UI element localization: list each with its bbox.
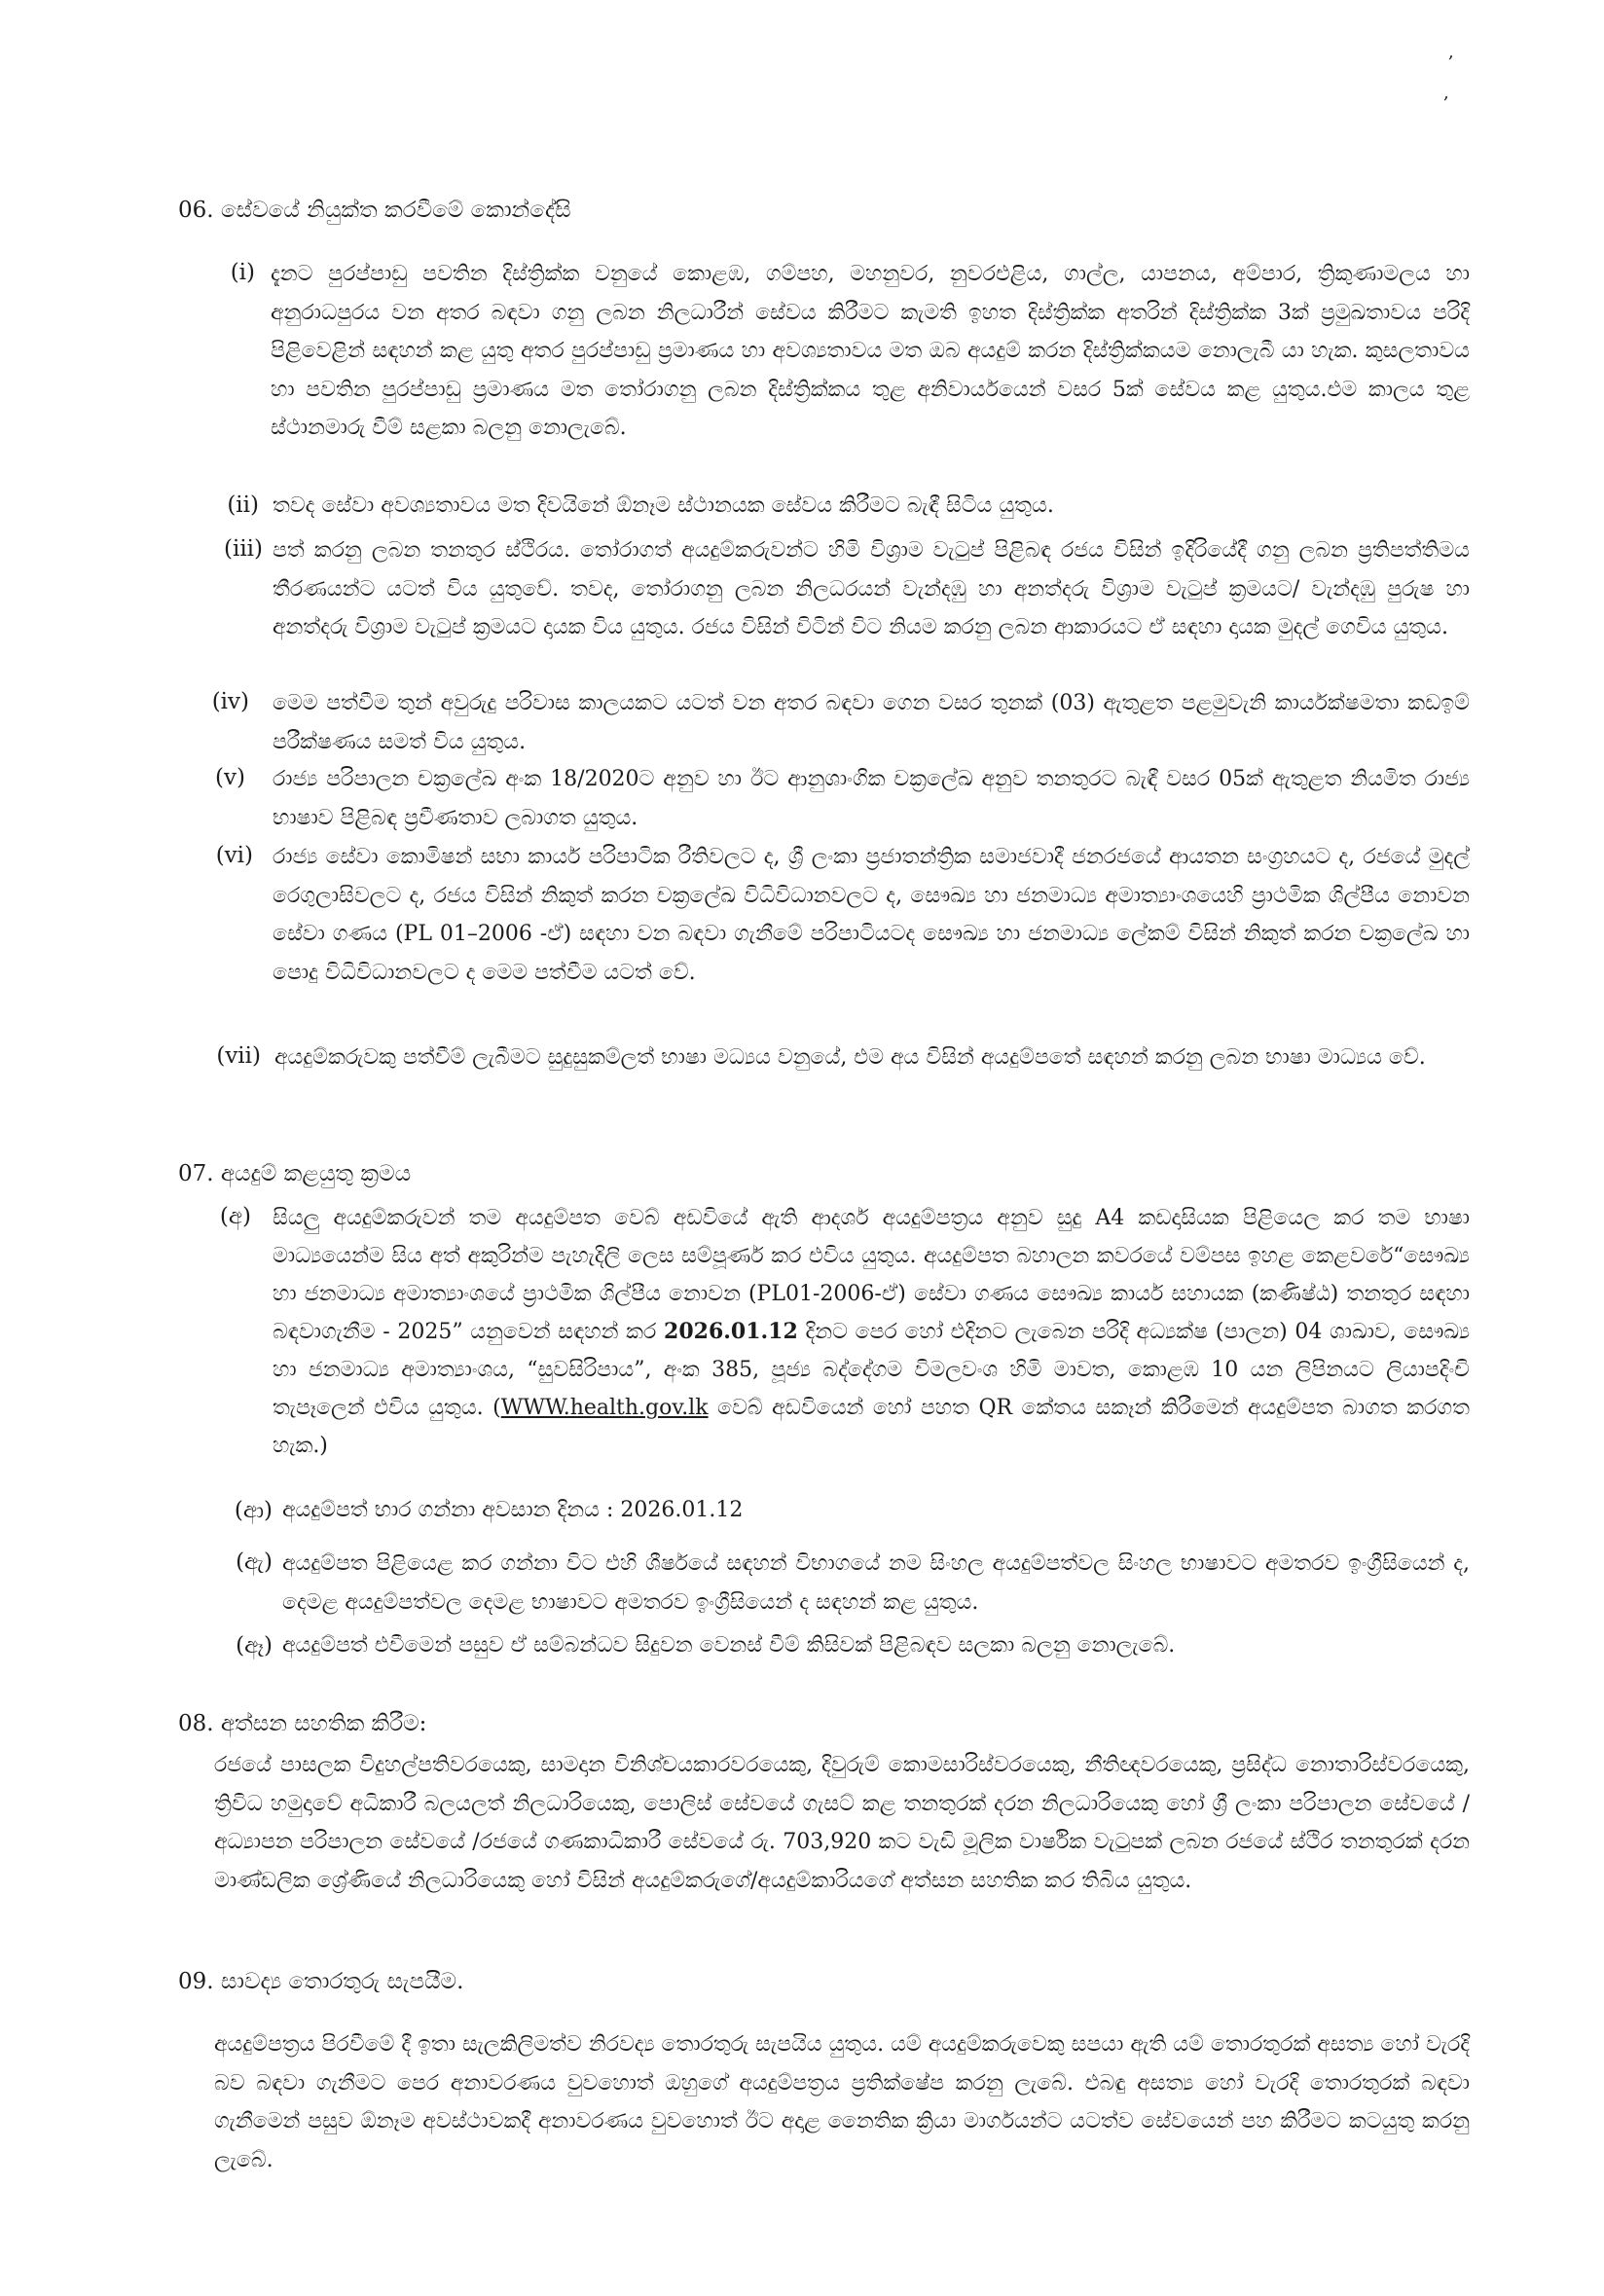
section-07-item-ae: අයදුම්පත පිළියෙළ කර ගන්නා විට එහි ශීර්ෂයේ සඳහන් විභාගයේ නම සිංහල අයදුම්පත්වල සිංහල භාෂාවට අමතරව ඉංග්‍රීසියෙන් ද, දෙමළ අයදුම්පත්වල දෙමළ භාෂාවට අමතරව ඉංග්‍රීසියෙන් ද සඳහන් කළ යුතුය. bbox=[282, 1551, 1470, 1615]
section-06-item-i: දැනට පුරප්පාඩු පවතින දිස්ත්‍රික්ක වනුයේ කොළඹ, ගම්පහ, මහනුවර, නුවරඑළිය, ගාල්ල, යාපනය, අම්පාර, ත්‍රිකුණාමලය හා අනුරාධපුරය වන අතර බඳවා ගනු ලබන නිලධාරීන් සේවය කිරීමට කැමති ඉහත දිස්ත්‍රික්ක අතරින් දිස්ත්‍රික්ක 3ක් ප්‍රමුඛතාවය පරිදි පිළිවෙළින් සඳහන් කළ යුතු අතර පුරප්පාඩු ප්‍රමාණය හා අවශ්‍යතාවය මත ඔබ අයදුම් කරන දිස්ත්‍රික්කයම නොලැබී යා හැක. කුසලතාවය හා පවතින පුරප්පාඩු ප්‍රමාණය මත තෝරාගනු ලබන දිස්ත්‍රික්කය තුළ අනිවාර්යයෙන් වසර 5ක් සේවය කළ යුතුය.එම කාලය තුළ ස්ථානමාරු වීම් සළකා බලනු නොලැබේ. bbox=[271, 262, 1470, 440]
item-label: (අ) bbox=[219, 1204, 251, 1229]
section-07-item-ae2: අයදුම්පත් එවීමෙන් පසුව ඒ සම්බන්ධව සිදුවන වෙනස් වීම් කිසිවක් පිළිබඳව සලකා බලනු නොලැබේ. bbox=[282, 1633, 1176, 1658]
deadline-date: 2026.01.12 bbox=[664, 1319, 798, 1344]
item-label: (vii) bbox=[216, 1043, 261, 1069]
section-09-heading: 09. සාවද්‍ය තොරතුරු සැපයීම. bbox=[178, 1969, 464, 1994]
section-07-heading: 07. අයදුම් කළයුතු ක්‍රමය bbox=[178, 1161, 412, 1186]
section-06-item-vi: රාජ්‍ය සේවා කොමිෂන් සභා කාර්ය පරිපාටික රීතිවලට ද, ශ්‍රී ලංකා ප්‍රජාතන්ත්‍රික සමාජවාදී ජනරජයේ ආයතන සංග්‍රහයට ද, රජයේ මුදල් රෙගුලාසිවලට ද, රජය විසින් නිකුත් කරන චක්‍රලේඛ විධිවිධානවලට ද, සෞඛ්‍ය හා ජනමාධ්‍ය අමාත්‍යාංශයෙහි ප්‍රාථමික ශිල්පීය නොවන සේවා ගණය (PL 01–2006 -ඒ) සඳහා වන බඳවා ගැනීමේ පරිපාටියටද සෞඛ්‍ය හා ජනමාධ්‍ය ලේකම් විසින් නිකුත් කරන චක්‍රලේඛ හා පොදු විධිවිධානවලට ද මෙම පත්වීම යටත් වේ. bbox=[273, 845, 1470, 985]
item-label: (ඇ) bbox=[236, 1549, 273, 1575]
website-link[interactable]: WWW.health.gov.lk bbox=[500, 1396, 709, 1420]
item-label: (ආ) bbox=[234, 1498, 273, 1523]
item-label: (i) bbox=[230, 260, 255, 285]
section-08-heading: 08. අත්සන සහතික කිරීම: bbox=[178, 1711, 427, 1736]
corner-mark: , bbox=[1443, 83, 1449, 103]
section-06-item-iii: පත් කරනු ලබන තනතුර ස්ථිරය. තෝරාගත් අයදුම්කරුවන්ට හිමි විශ්‍රාම වැටුප් පිළිබඳ රජය විසින් ඉදිරියේදී ගනු ලබන ප්‍රතිපත්තිමය තීරණයන්ට යටත් විය යුතුවේ. තවද, තෝරාගනු ලබන නිලධරයන් වැන්දඹු හා අනත්දරු විශ්‍රාම වැටුප් ක්‍රමයට/ වැන්දඹු පුරුෂ හා අනත්දරු විශ්‍රාම වැටුප් ක්‍රමයට දායක විය යුතුය. රජය විසින් විටින් විට නියම කරනු ලබන ආකාරයට ඒ සඳහා දායක මුදල් ගෙවිය යුතුය. bbox=[273, 538, 1470, 639]
item-label: (iii) bbox=[223, 536, 263, 562]
section-06-item-vii: අයදුම්කරුවකු පත්වීම් ලැබීමට සුදුසුකම්ලත් භාෂා මධ්‍යය වනුයේ, එම අය විසින් අයදුම්පතේ සඳහන් කරනු ලබන භාෂා මාධ්‍යය වේ. bbox=[274, 1045, 1426, 1070]
section-06-heading: 06. සේවයේ නියුක්ත කරවීමේ කොන්දේසි bbox=[178, 198, 571, 223]
section-06-item-v: රාජ්‍ය පරිපාලන චක්‍රලේඛ අංක 18/2020ට අනුව හා ඊට ආනුශාංගික චක්‍රලේඛ අනුව තනතුරට බැඳී වසර 05ක් ඇතුළත නියමිත රාජ්‍ය භාෂාව පිළිබඳ ප්‍රවීණතාව ලබාගත යුතුය. bbox=[273, 767, 1470, 830]
section-08-text: රජයේ පාසලක විදුහල්පතිවරයෙකු, සාමදාන විනිශ්චයකාරවරයෙකු, දිවුරුම් කොමසාරිස්වරයෙකු, නීතිඥවරයෙකු, ප්‍රසිද්ධ නොතාරිස්වරයෙකු, ත්‍රිවිධ හමුදාවේ අධිකාරී බලයලත් නිලධාරියෙකු, පොලිස් සේවයේ ගැසට් කළ තනතුරක් දරන නිලධාරියෙකු හෝ ශ්‍රී ලංකා පරිපාලන සේවයේ /අධ්‍යාපන පරිපාලන සේවයේ /රජයේ ගණකාධිකාරී සේවයේ රු. 703,920 කට වැඩි මූලික වාර්ෂික වැටුපක් ලබන රජයේ ස්ථිර තනතුරක් දරන මාණ්ඩලික ශ්‍රේණියේ නිලධාරියෙකු හෝ විසින් අයදුම්කරුගේ/අයදුම්කාරියගේ අත්සන සහතික කර තිබිය යුතුය. bbox=[214, 1753, 1470, 1893]
item-label: (ii) bbox=[227, 492, 259, 518]
item-a-text-1: සියලු අයදුම්කරුවන් තම අයදුම්පත වෙබ් අඩවියේ ඇති ආදර්ශ අයදුම්පත්‍රය අනුව සුදු A4 කඩදාසියක පිළියෙල කර තම භාෂා මාධ්‍යයෙන්ම සිය අත් අකුරින්ම පැහැදිලි ලෙස සම්පූර්ණ කර එවිය යුතුය. අයදුම්පත බහාලන කවරයේ වම්පස ඉහළ කෙළවරේ“සෞඛ්‍ය හා ජනමාධ්‍ය අමාත්‍යාංශයේ ප්‍රාථමික ශිල්පීය නොවන (PL01-2006-ඒ) සේවා ගණය සෞඛ්‍ය කාර්ය සහායක (කණිෂ්ඨ) තනතුර සඳහා බඳවාගැනීම - 2025” යනුවෙන් සඳහන් කර bbox=[273, 1206, 1470, 1344]
item-label: (v) bbox=[215, 765, 245, 790]
section-06-item-iv: මෙම පත්වීම තුන් අවුරුදු පරිවාස කාලයකට යටත් වන අතර බඳවා ගෙන වසර තුනක් (03) ඇතුළත පළමුවැනි කාර්යක්ෂමතා කඩඉම් පරීක්ෂණය සමත් විය යුතුය. bbox=[273, 691, 1470, 754]
item-label: (vi) bbox=[215, 843, 253, 868]
corner-mark: , bbox=[1448, 42, 1454, 62]
item-label: (iv) bbox=[211, 689, 249, 714]
item-a-text-3: වෙබ් අඩවියෙන් හෝ පහත QR කේතය සකෑන් කිරීමෙන් අයදුම්පත බාගත කරගත හැක.) bbox=[273, 1396, 1470, 1458]
section-09-text: අයදුම්පත්‍රය පිරවීමේ දී ඉතා සැලකිලිමත්ව නිරවද්‍ය තොරතුරු සැපයිය යුතුය. යම් අයදුම්කරුවෙකු සපයා ඇති යම් තොරතුරක් අසත්‍ය හෝ වැරදි බව බඳවා ගැනීමට පෙර අනාවරණය වුවහොත් ඔහුගේ අයදුම්පත්‍රය ප්‍රතික්ෂේප කරනු ලැබේ. එබඳු අසත්‍ය හෝ වැරදි තොරතුරක් බඳවා ගැනීමෙන් පසුව ඕනෑම අවස්ථාවකදී අනාවරණය වුවහොත් ඊට අදාළ නෛතික ක්‍රියා මාර්ගයන්ට යටත්ව සේවයෙන් පහ කිරීමට කටයුතු කරනු ලැබේ. bbox=[214, 2032, 1471, 2172]
corner-marks bbox=[1439, 44, 1468, 102]
item-label: (ඈ) bbox=[236, 1633, 273, 1658]
section-07-item-aa: අයදුම්පත් භාර ගන්නා අවසාන දිනය : 2026.01.12 bbox=[282, 1498, 744, 1522]
section-07-item-a bbox=[273, 1199, 1470, 1465]
section-06-item-ii: තවද සේවා අවශ්‍යතාවය මත දිවයිනේ ඕනෑම ස්ථානයක සේවය කිරීමට බැඳී සිටිය යුතුය. bbox=[273, 493, 1054, 518]
item-a-text-2: දිනට පෙර හෝ එදිනට ලැබෙන පරිදි අධ්‍යක්ෂ (පාලන) 04 ශාඛාව, සෞඛ්‍ය හා ජනමාධ්‍ය අමාත්‍යාංශය, “සුවසිරිපාය”, අංක 385, පූජ්‍ය බද්දේගම විමලවංශ හිමි මාවත, කොළඹ 10 යන ලිපිනයට ලියාපදිංචි තැපෑලෙන් එවිය යුතුය. ( bbox=[273, 1320, 1471, 1420]
